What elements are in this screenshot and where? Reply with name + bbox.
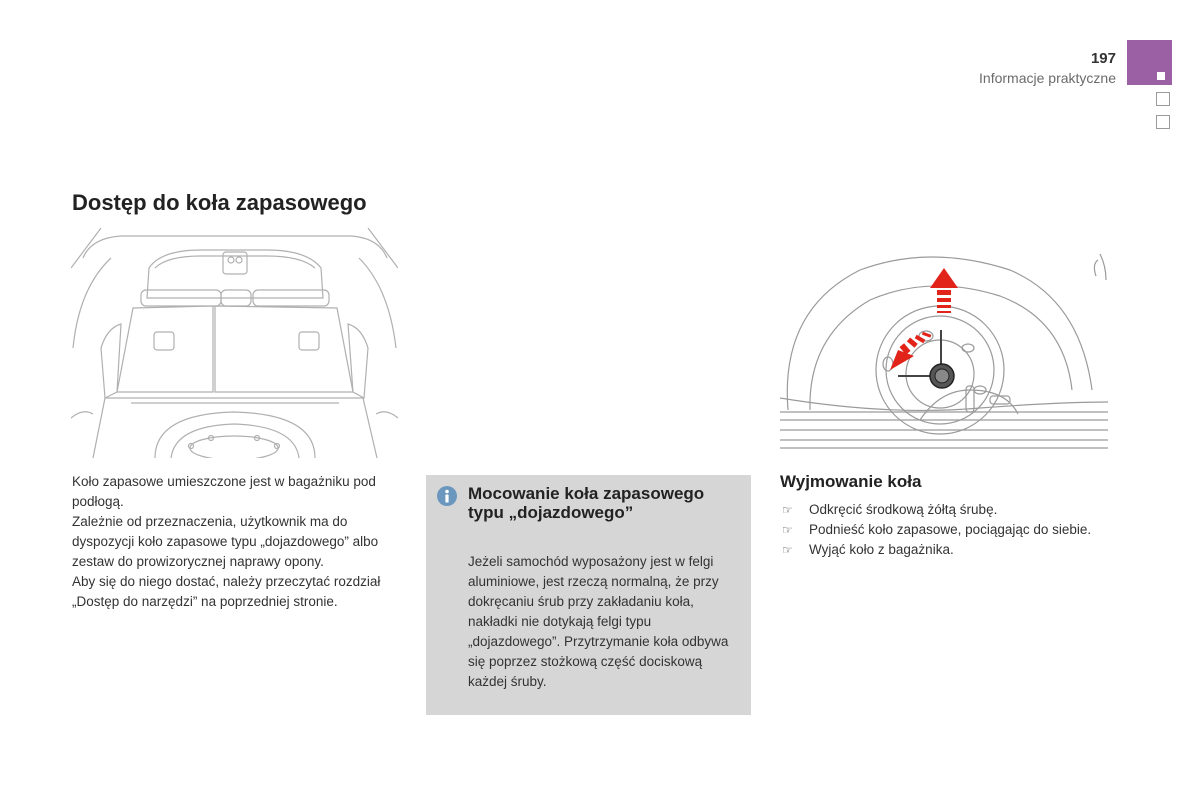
info-title: Mocowanie koła zapasowego typu „dojazdowego” [468, 484, 705, 522]
chapter-box [1156, 115, 1170, 129]
list-item [780, 540, 1120, 560]
tab-marker [1157, 72, 1165, 80]
chapter-box [1156, 92, 1170, 106]
removal-title: Wyjmowanie koła [780, 472, 922, 491]
intro-text [72, 472, 402, 612]
section-name: Informacje praktyczne [979, 70, 1116, 86]
step-text: Wyjąć koło z bagażnika. [809, 542, 954, 557]
list-item [780, 500, 1120, 520]
step-text: Odkręcić środkową żółtą śrubę. [809, 502, 998, 517]
info-box [426, 475, 751, 715]
pointing-hand-icon: ☞ [782, 523, 793, 537]
info-text: Jeżeli samochód wyposażony jest w felgi aluminiowe, jest rzeczą normalną, że przy dokręcaniu śrub przy zakładaniu koła, nakładki nie dotykają felgi typu „dojazdowego”. Przytrzymanie koła odbywa się poprzez stożkową część dociskową każdej śruby. [468, 554, 729, 689]
pointing-hand-icon: ☞ [782, 543, 793, 557]
info-icon [437, 486, 457, 506]
spare-wheel-illustration [780, 240, 1108, 458]
chapter-tab [1127, 40, 1172, 85]
intro-paragraph: Koło zapasowe umieszczone jest w bagażniku pod podłogą. [72, 474, 376, 509]
intro-paragraph: Aby się do niego dostać, należy przeczytać rozdział „Dostęp do narzędzi” na poprzedniej stronie. [72, 574, 381, 609]
intro-paragraph: Zależnie od przeznaczenia, użytkownik ma do dyspozycji koło zapasowe typu „dojazdowego” albo zestaw do prowizorycznej naprawy opony. [72, 514, 379, 569]
page-title: Dostęp do koła zapasowego [72, 190, 367, 215]
list-item [780, 520, 1120, 540]
pointing-hand-icon: ☞ [782, 503, 793, 517]
step-text: Podnieść koło zapasowe, pociągając do siebie. [809, 522, 1092, 537]
trunk-illustration [71, 228, 398, 458]
removal-steps [780, 500, 1120, 560]
page-number: 197 [1090, 50, 1116, 67]
